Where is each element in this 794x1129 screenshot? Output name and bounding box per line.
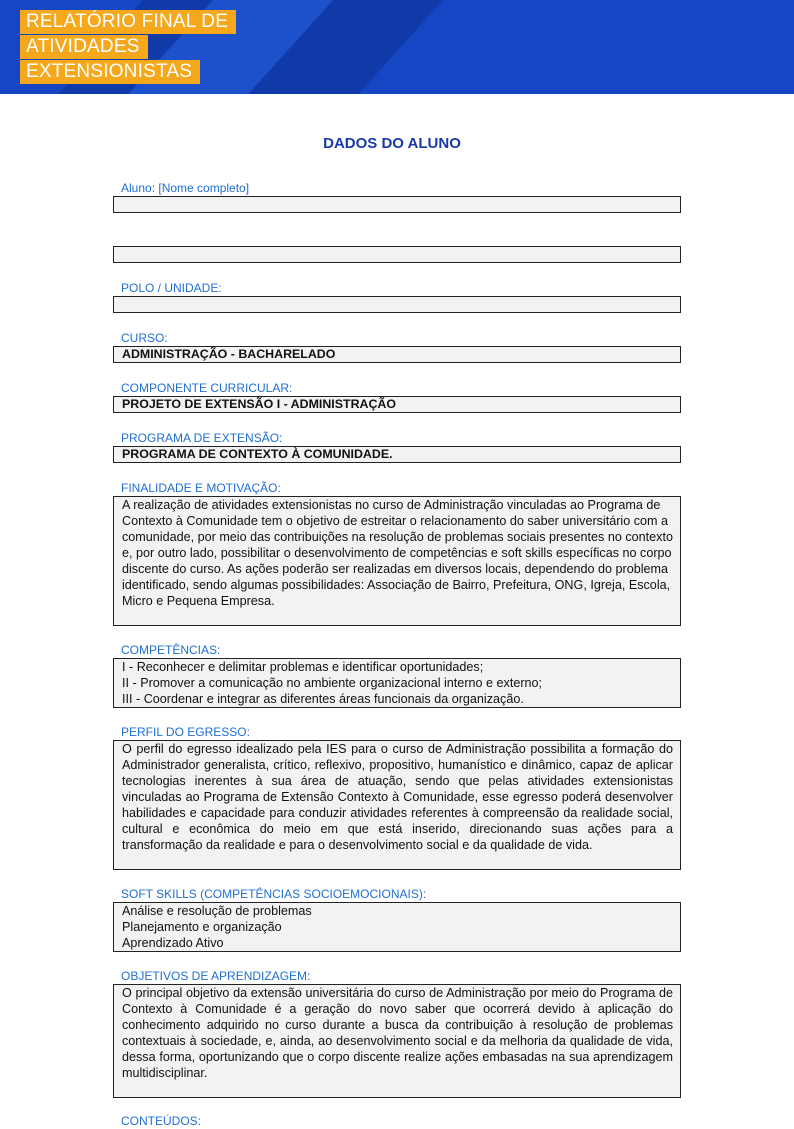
header-banner	[0, 0, 794, 94]
componente-field[interactable]: PROJETO DE EXTENSÃO I - ADMINISTRAÇÃO	[113, 396, 681, 413]
soft-skills-label: SOFT SKILLS (COMPETÊNCIAS SOCIOEMOCIONAIS):	[121, 887, 427, 901]
section-competencias	[113, 643, 681, 708]
extra-field[interactable]	[113, 246, 681, 263]
form-content	[113, 94, 681, 1128]
competencia-item: III - Coordenar e integrar as diferentes áreas funcionais da organização.	[122, 692, 524, 706]
soft-skill-item: Planejamento e organização	[122, 920, 282, 934]
perfil-field[interactable]: O perfil do egresso idealizado pela IES para o curso de Administração possibilita a formação do Administrador generalista, crítico, reflexivo, propositivo, humanístico e dinâmico, capaz de aplicar tecnologias inerentes à sua área de atuação, sendo que pelas atividades extensionistas vinculadas ao Programa de Extensão Contexto à Comunidade, esse egresso poderá desenvolver habilidades e capacidade para conduzir atividades referentes à compreensão da realidade social, cultural e econômica do meio em que está inserido, direcionando suas ações para a transformação da realidade e para o desenvolvimento social e da qualidade de vida.	[113, 740, 681, 870]
objetivos-field[interactable]: O principal objetivo da extensão universitária do curso de Administração por meio do Programa de Contexto à Comunidade é a geração do novo saber que ocorrerá devido à aplicação do conhecimento adquirido no curso durante a busca da contribuição à resolução de problemas contextuais à sociedade, e, ainda, ao desenvolvimento social e da melhoria da qualidade de vida, dessa forma, oportunizando que o corpo discente realize ações embasadas na sua aprendizagem multidisciplinar.	[113, 984, 681, 1098]
section-componente	[113, 381, 681, 413]
soft-skill-item: Análise e resolução de problemas	[122, 904, 312, 918]
conteudos-label: CONTEÚDOS:	[121, 1114, 202, 1128]
report-title-line-3: EXTENSIONISTAS	[20, 60, 200, 84]
competencia-item: II - Promover a comunicação no ambiente organizacional interno e externo;	[122, 676, 543, 690]
section-aluno	[113, 181, 681, 213]
objetivos-label: OBJETIVOS DE APRENDIZAGEM:	[121, 969, 311, 983]
section-extra	[113, 246, 681, 263]
programa-label: PROGRAMA DE EXTENSÃO:	[121, 431, 283, 445]
finalidade-field[interactable]: A realização de atividades extensionistas no curso de Administração vinculadas ao Programa de Contexto à Comunidade tem o objetivo de estreitar o relacionamento do saber universitário com a comunidade, por meio das contribuições na resolução de problemas sociais presentes no contexto e, por outro lado, possibilitar o desenvolvimento de competências e soft skills específicas no corpo discente do curso. As ações poderão ser realizadas em diversos locais, dependendo do problema identificado, sendo algumas possibilidades: Associação de Bairro, Prefeitura, ONG, Igreja, Escola, Micro e Pequena Empresa.	[113, 496, 681, 626]
soft-skill-item: Aprendizado Ativo	[122, 936, 224, 950]
section-finalidade	[113, 481, 681, 626]
curso-label: CURSO:	[121, 331, 168, 345]
page-title: DADOS DO ALUNO	[323, 135, 461, 152]
section-polo	[113, 281, 681, 313]
finalidade-label: FINALIDADE E MOTIVAÇÃO:	[121, 481, 281, 495]
polo-field[interactable]	[113, 296, 681, 313]
competencias-field[interactable]	[113, 658, 681, 708]
perfil-label: PERFIL DO EGRESSO:	[121, 725, 250, 739]
section-soft-skills	[113, 887, 681, 952]
competencias-label: COMPETÊNCIAS:	[121, 643, 221, 657]
polo-label: POLO / UNIDADE:	[121, 281, 222, 295]
componente-label: COMPONENTE CURRICULAR:	[121, 381, 293, 395]
section-curso	[113, 331, 681, 363]
section-programa	[113, 431, 681, 463]
report-title-line-1: RELATÓRIO FINAL DE	[20, 10, 236, 34]
soft-skills-field[interactable]	[113, 902, 681, 952]
section-objetivos	[113, 969, 681, 1098]
section-perfil	[113, 725, 681, 870]
aluno-label: Aluno: [Nome completo]	[121, 181, 250, 195]
aluno-name-field[interactable]	[113, 196, 681, 213]
programa-field[interactable]: PROGRAMA DE CONTEXTO À COMUNIDADE.	[113, 446, 681, 463]
report-title-line-2: ATIVIDADES	[20, 35, 148, 59]
report-title	[20, 10, 236, 85]
competencia-item: I - Reconhecer e delimitar problemas e identificar oportunidades;	[122, 660, 484, 674]
curso-field[interactable]: ADMINISTRAÇÃO - BACHARELADO	[113, 346, 681, 363]
